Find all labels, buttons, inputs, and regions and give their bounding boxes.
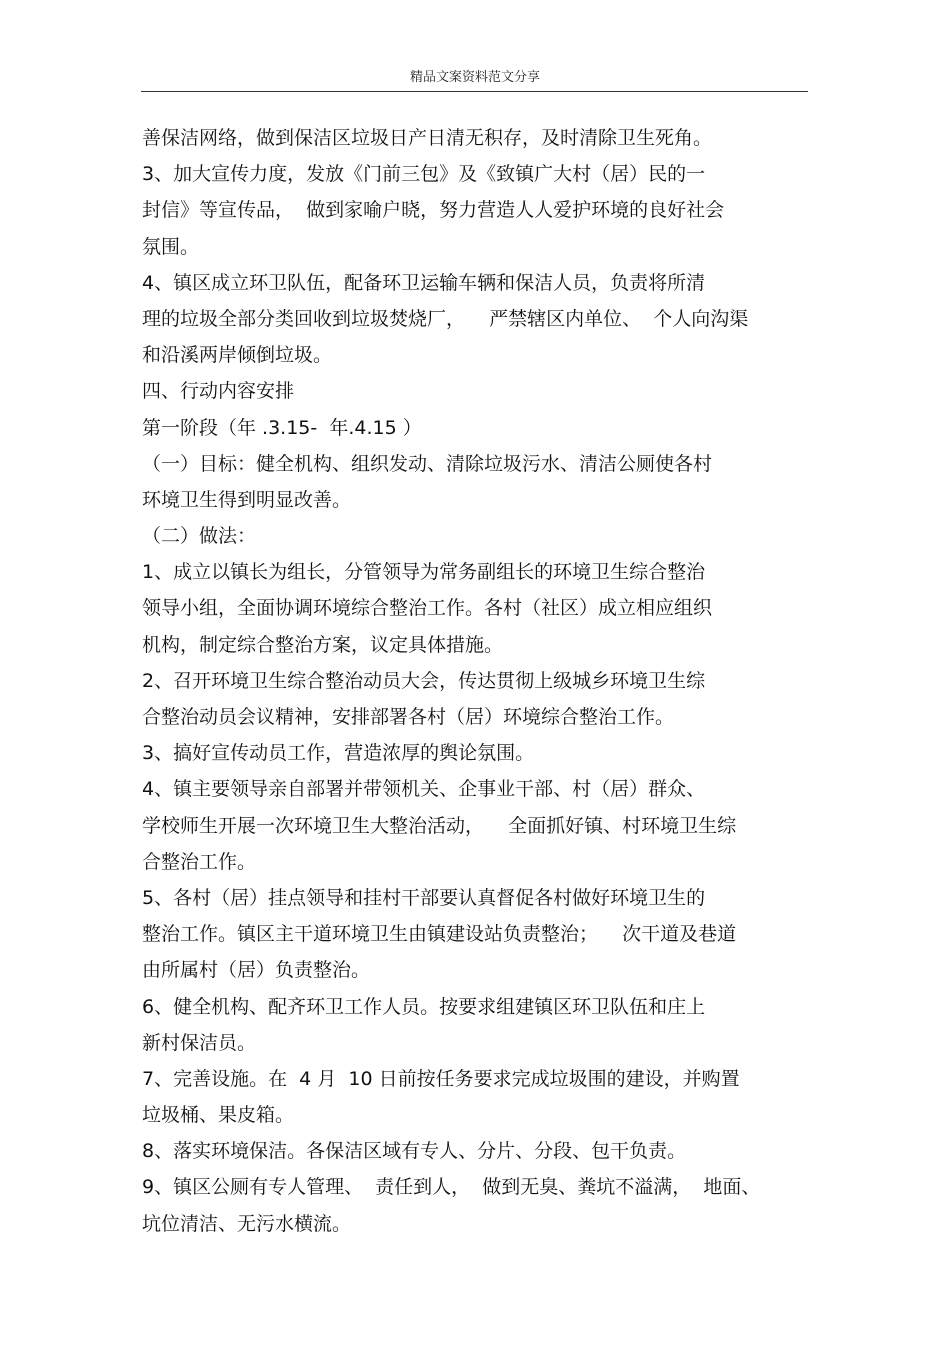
text-line: 新村保洁员。: [142, 1031, 257, 1054]
text-line: 封信》等宣传品， 做到家喻户晓，努力营造人人爱护环境的良好社会: [142, 199, 725, 222]
text-line: 3、加大宣传力度，发放《门前三包》及《致镇广大村（居）民的一: [142, 163, 706, 186]
text-line: 机构，制定综合整治方案，议定具体措施。: [142, 633, 504, 656]
text-line: 5、各村（居）挂点领导和挂村干部要认真督促各村做好环境卫生的: [142, 886, 706, 909]
text-line: 2、召开环境卫生综合整治动员大会，传达贯彻上级城乡环境卫生综: [142, 669, 706, 692]
section-heading: 四、行动内容安排: [142, 380, 295, 403]
text-line: 氛围。: [142, 235, 200, 258]
text-line: 垃圾桶、果皮箱。: [142, 1104, 295, 1127]
text-line: 3、搞好宣传动员工作，营造浓厚的舆论氛围。: [142, 742, 535, 765]
subsection-heading: （二）做法：: [142, 525, 257, 548]
text-line: 整治工作。镇区主干道环境卫生由镇建设站负责整治； 次干道及巷道: [142, 923, 737, 946]
text-line: 4、镇区成立环卫队伍，配备环卫运输车辆和保洁人员，负责将所清: [142, 271, 706, 294]
text-line: 合整治工作。: [142, 850, 257, 873]
stage-heading: 第一阶段（年 .3.15- 年.4.15 ）: [142, 416, 422, 439]
text-line: 1、成立以镇长为组长，分管领导为常务副组长的环境卫生综合整治: [142, 561, 706, 584]
header-divider: [141, 91, 808, 92]
text-line: 8、落实环境保洁。各保洁区域有专人、分片、分段、包干负责。: [142, 1140, 687, 1163]
text-line: 7、完善设施。在 4 月 10 日前按任务要求完成垃圾围的建设，并购置: [142, 1067, 740, 1090]
text-line: 合整治动员会议精神，安排部署各村（居）环境综合整治工作。: [142, 706, 675, 728]
text-line: 理的垃圾全部分类回收到垃圾焚烧厂， 严禁辖区内单位、 个人向沟渠: [142, 307, 749, 330]
text-line: 领导小组，全面协调环境综合整治工作。各村（社区）成立相应组织: [142, 597, 713, 620]
text-line: 和沿溪两岸倾倒垃圾。: [142, 344, 333, 367]
text-line: 坑位清洁、无污水横流。: [142, 1212, 352, 1235]
text-line: 9、镇区公厕有专人管理、 责任到人， 做到无臭、粪坑不溢满， 地面、: [142, 1176, 761, 1199]
document-body: [142, 120, 812, 1242]
text-line: 由所属村（居）负责整治。: [142, 959, 371, 982]
text-line: （一）目标：健全机构、组织发动、清除垃圾污水、清洁公厕使各村: [142, 452, 713, 475]
text-line: 善保洁网络，做到保洁区垃圾日产日清无积存，及时清除卫生死角。: [142, 127, 713, 149]
page-header: 精品文案资料范文分享: [409, 70, 540, 85]
text-line: 6、健全机构、配齐环卫工作人员。按要求组建镇区环卫队伍和庄上: [142, 995, 706, 1018]
text-line: 4、镇主要领导亲自部署并带领机关、企事业干部、村（居）群众、: [142, 778, 706, 801]
text-line: 环境卫生得到明显改善。: [142, 488, 352, 511]
text-line: 学校师生开展一次环境卫生大整治活动， 全面抓好镇、村环境卫生综: [142, 814, 737, 837]
